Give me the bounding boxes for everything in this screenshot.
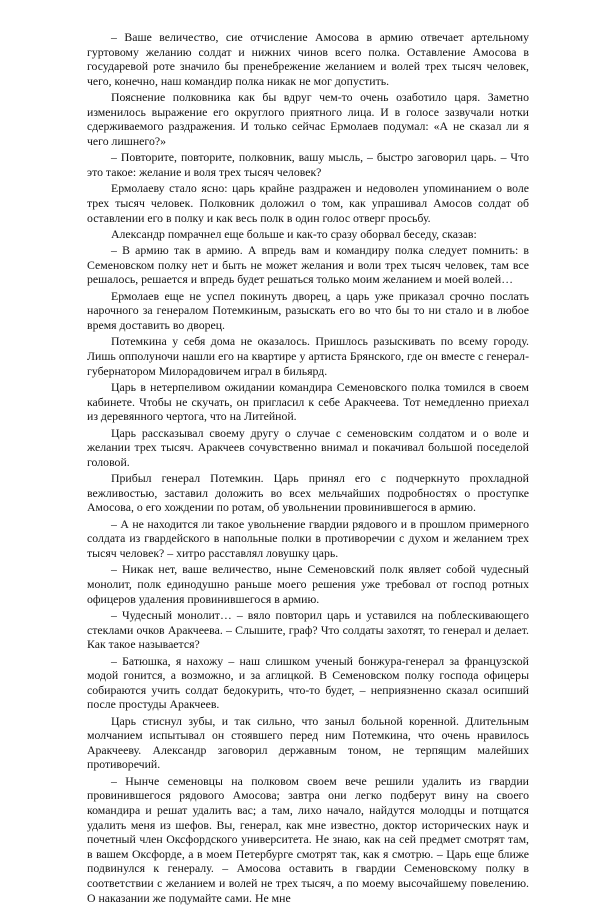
paragraph-4: Ермолаеву стало ясно: царь крайне раздражен и недоволен упоминанием о воле трех тысяч человек. Полковник доложил о том, как упрашивал Амосов солдат об оставлении его в полку и как весь полк в один голос отверг просьбу.: [87, 181, 529, 225]
paragraph-12: – А не находится ли такое увольнение гвардии рядового и в прошлом примерного солдата из гвардейского в напольные полки в противоречии с духом и желанием трех тысяч человек? – хитро расставлял ловушку царь.: [87, 516, 529, 560]
paragraph-5: Александр помрачнел еще больше и как-то сразу оборвал беседу, сказав:: [111, 226, 477, 241]
paragraph-8: Потемкина у себя дома не оказалось. Пришлось разыскивать по всему городу. Лишь опполуночи нашли его на квартире у артиста Брянского, где он вместе с генерал-губернатором Милорадовичем играл в бильярд.: [87, 334, 529, 378]
paragraph-15: – Батюшка, я нахожу – наш слишком ученый бонжура-генерал за французской модой гонится, а возможно, и за аглицкой. В Семеновском полку господа офицеры собираются учить солдат бедокурить, что-то будет, – неприязненно сказал осипший после простуды Аракчеев.: [87, 653, 529, 712]
paragraph-7: Ермолаев еще не успел покинуть дворец, а царь уже приказал срочно послать нарочного за генералом Потемкиным, разыскать его во что бы то ни стало и в любое время доставить во дворец.: [87, 288, 529, 333]
paragraph-14: – Чудесный монолит… – вяло повторил царь и уставился на поблескивающего стеклами очков Аракчеева. – Слышите, граф? Что солдаты захотят, то генерал и делает. Как такое называется?: [87, 607, 529, 652]
paragraph-17: – Нынче семеновцы на полковом своем вече решили удалить из гвардии провинившегося рядового Амосова; завтра они легко подберут вину на своего командира и решат удалить вас; а там, лихо начало, найдутся молодцы и потщатся удалить меня из шефов. Вы, генерал, как мне известно, доктор исторических наук и почетный член Оксфордского университета. Не знаю, как на сей предмет смотрят там, в вашем Оксфорде, а в моем Петербурге смотрят так, как я смотрю. – Царь еще ближе подвинулся к генералу. – Амосова оставить в гвардии Семеновскому полку в соответствии с желанием и волей не трех тысяч, а по моему высочайшему повелению. О наказании же подумайте сами. Не мне: [87, 773, 529, 905]
paragraph-16: Царь стиснул зубы, и так сильно, что заныл больной коренной. Длительным молчанием испытывал он стоявшего перед ним Потемкина, что очень нравилось Аракчееву. Александр заговорил державным тоном, не терпящим малейших противоречий.: [87, 713, 529, 772]
paragraph-10: Царь рассказывал своему другу о случае с семеновским солдатом и о воле и желании трех тысяч. Аракчеев сочувственно внимал и покачивал большой поседелой головой.: [87, 425, 529, 469]
paragraph-9: Царь в нетерпеливом ожидании командира Семеновского полка томился в своем кабинете. Чтобы не скучать, он пригласил к себе Аракчеева. Тот немедленно приехал из деревянного чертога, что на Литейной.: [87, 380, 529, 424]
paragraph-11: Прибыл генерал Потемкин. Царь принял его с подчеркнуто прохладной вежливостью, заставил доложить во всех мельчайших подробностях о проступке Амосова, о его хождении по ротам, об увольнении провинившегося в армию.: [87, 471, 529, 515]
paragraph-1: – Ваше величество, сие отчисление Амосова в армию отвечает артельному гуртовому желанию солдат и нижних чинов всего полка. Оставление Амосова в государевой роте значило бы пренебрежение желанием и волей трех тысяч человек, чего, конечно, наш командир полка никак не мог допустить.: [87, 30, 529, 88]
paragraph-3: – Повторите, повторите, полковник, вашу мысль, – быстро заговорил царь. – Что это такое: желание и воля трех тысяч человек?: [87, 150, 529, 179]
paragraph-13: – Никак нет, ваше величество, ныне Семеновский полк являет собой чудесный монолит, полк единодушно раньше моего решения уже требовал от господ ротных офицеров удаления провинившегося в армию.: [87, 562, 529, 606]
paragraph-6: – В армию так в армию. А впредь вам и командиру полка следует помнить: в Семеновском полку нет и быть не может желания и воли трех тысяч человек, там все решалось, решается и впредь будет решаться только моим желанием и моей волей…: [87, 243, 529, 287]
paragraph-2: Пояснение полковника как бы вдруг чем-то очень озаботило царя. Заметно изменилось выражение его округлого приятного лица. И в голосе зазвучали нотки сдерживаемого раздражения. И только сейчас Ермолаев подумал: «А не сказал ли я чего лишнего?»: [87, 90, 529, 148]
